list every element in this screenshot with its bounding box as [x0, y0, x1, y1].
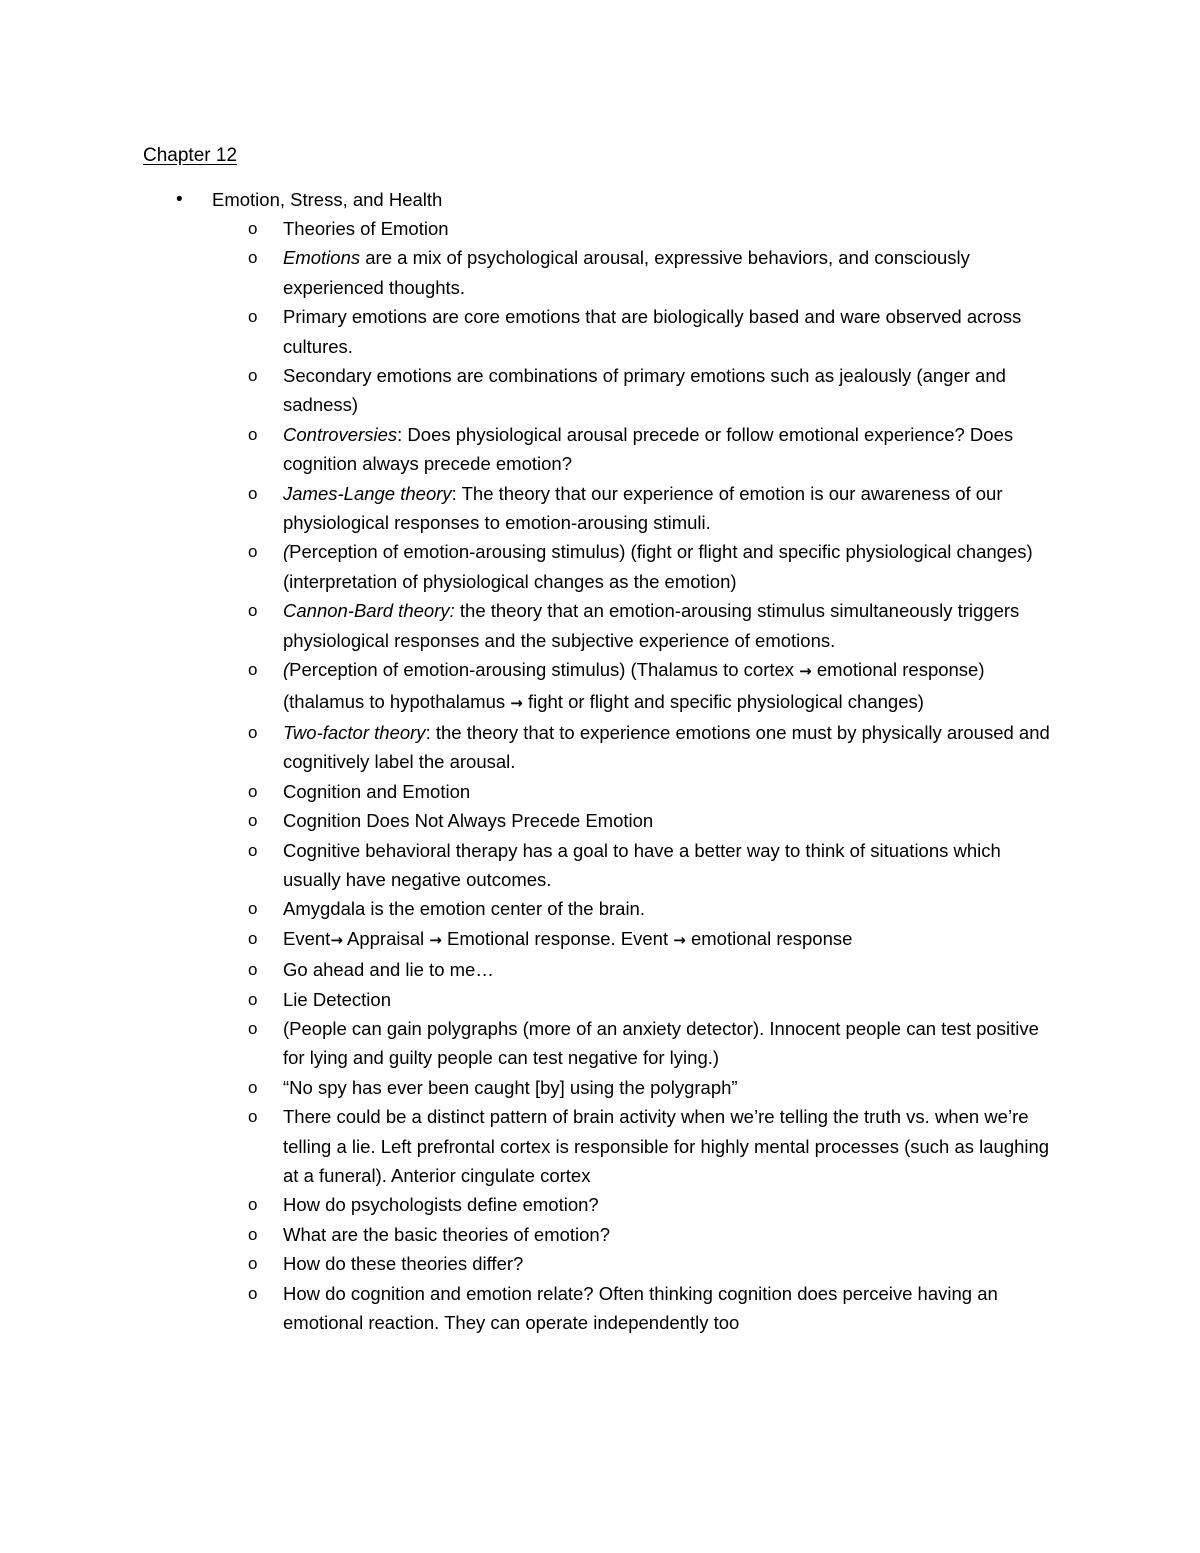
sub-bullet-marker: o — [248, 1107, 258, 1127]
text-segment: are a mix of psychological arousal, expressive behaviors, and consciously experienced thoughts. — [283, 247, 970, 298]
sub-bullet-marker: o — [248, 1195, 258, 1215]
italic-term: Cannon-Bard theory: — [283, 600, 455, 622]
sub-bullet-marker: o — [248, 811, 258, 831]
sub-bullet-text — [283, 989, 391, 1010]
sub-bullet-text — [283, 659, 985, 711]
text-segment: Primary emotions are core emotions that are biologically based and ware observed across cultures. — [283, 306, 1022, 357]
top-bullet-item — [0, 187, 1200, 213]
italic-term: Controversies — [283, 423, 398, 445]
sub-bullet-text — [283, 1077, 738, 1098]
sub-bullet-text — [283, 1106, 1049, 1186]
sub-bullet-item — [0, 777, 1063, 806]
sub-bullet-item — [0, 955, 1063, 984]
sub-bullet-item — [0, 1279, 1063, 1338]
text-segment: Perception of emotion-arousing stimulus) (fight or flight and specific physiological changes) (interpretation of physiological changes as the emotion) — [283, 541, 1033, 592]
sub-bullet-item — [0, 718, 1063, 777]
sub-bullet-marker: o — [248, 722, 258, 742]
italic-term: Two-factor theory — [283, 721, 426, 743]
sub-bullet-marker: o — [248, 840, 258, 860]
right-arrow-icon: → — [799, 662, 812, 681]
right-arrow-icon: → — [510, 693, 523, 712]
sub-bullet-list — [0, 214, 1200, 1337]
sub-bullet-text — [283, 840, 1001, 890]
text-segment: Emotional response. Event — [441, 927, 674, 949]
sub-bullet-text — [283, 1283, 998, 1333]
sub-bullet-marker: o — [248, 424, 258, 444]
italic-term: James-Lange theory — [283, 482, 452, 504]
sub-bullet-marker: o — [248, 366, 258, 386]
text-segment: Theories of Emotion — [283, 218, 449, 239]
text-segment: How do these theories differ? — [283, 1253, 524, 1275]
sub-bullet-marker: o — [248, 1254, 258, 1274]
sub-bullet-marker: o — [248, 989, 258, 1009]
text-segment: Amygdala is the emotion center of the brain. — [283, 898, 645, 920]
sub-bullet-item — [0, 214, 1063, 243]
sub-bullet-item — [0, 836, 1063, 895]
sub-bullet-text — [283, 483, 1003, 533]
sub-bullet-text — [283, 928, 852, 949]
sub-bullet-item — [0, 302, 1063, 361]
text-segment: Appraisal — [342, 927, 430, 949]
sub-bullet-marker: o — [248, 542, 258, 562]
sub-bullet-marker: o — [248, 1283, 258, 1303]
sub-bullet-marker: o — [248, 660, 258, 680]
sub-bullet-item — [0, 537, 1063, 596]
sub-bullet-text — [283, 424, 1013, 474]
italic-term: ( — [283, 541, 290, 563]
right-arrow-icon: → — [429, 930, 442, 949]
sub-bullet-item — [0, 894, 1063, 923]
text-segment: Cognition and Emotion — [283, 780, 471, 802]
sub-bullet-item — [0, 1190, 1063, 1219]
text-segment: fight or flight and specific physiological changes) — [522, 690, 924, 712]
sub-bullet-text — [283, 1018, 1039, 1068]
text-segment: Perception of emotion-arousing stimulus) (Thalamus to cortex — [289, 659, 800, 681]
sub-bullet-marker: o — [248, 781, 258, 801]
sub-bullet-text — [283, 218, 449, 239]
sub-bullet-text — [283, 365, 1006, 415]
text-segment: How do cognition and emotion relate? Often thinking cognition does perceive having an emotional reaction. They can operate independently too — [283, 1282, 998, 1334]
sub-bullet-marker: o — [248, 1018, 258, 1038]
text-segment: There could be a distinct pattern of brain activity when we’re telling the truth vs. when we’re telling a lie. Left prefrontal cortex is responsible for highly mental processes (such as laughing at a funeral). Anterior cingulate cortex — [283, 1106, 1050, 1186]
text-segment: Lie Detection — [283, 988, 391, 1010]
italic-term: ( — [283, 659, 290, 681]
sub-bullet-item — [0, 806, 1063, 835]
sub-bullet-marker: o — [248, 219, 258, 238]
text-segment: “No spy has ever been caught [by] using the polygraph” — [283, 1076, 738, 1098]
sub-bullet-text — [283, 541, 1033, 591]
sub-bullet-marker: o — [248, 601, 258, 621]
sub-bullet-item — [0, 243, 1063, 302]
sub-bullet-text — [283, 781, 470, 802]
text-segment: : The theory that our experience of emotion is our awareness of our physiological responses to emotion-arousing stimuli. — [283, 482, 1003, 534]
sub-bullet-text — [283, 1253, 523, 1274]
sub-bullet-item — [0, 1014, 1063, 1073]
text-segment: How do psychologists define emotion? — [283, 1194, 599, 1216]
text-segment: Cognition Does Not Always Precede Emotion — [283, 810, 654, 832]
sub-bullet-text — [283, 898, 645, 919]
sub-bullet-item — [0, 655, 1063, 718]
sub-bullet-text — [283, 247, 970, 297]
sub-bullet-item — [0, 1102, 1063, 1190]
sub-bullet-text — [283, 1224, 610, 1245]
sub-bullet-text — [283, 810, 653, 831]
text-segment: emotional response — [685, 927, 853, 949]
sub-bullet-text — [283, 306, 1021, 356]
sub-bullet-item — [0, 924, 1063, 955]
sub-bullet-text — [283, 959, 494, 980]
text-segment: Secondary emotions are combinations of primary emotions such as jealously (anger and sadness) — [283, 365, 1006, 416]
sub-bullet-text — [283, 600, 1019, 650]
sub-bullet-marker: o — [248, 960, 258, 980]
text-segment: (People can gain polygraphs (more of an anxiety detector). Innocent people can test positive for lying and guilty people can test negative for lying.) — [283, 1017, 1039, 1069]
italic-term: Emotions — [283, 247, 361, 269]
sub-bullet-marker: o — [248, 248, 258, 268]
sub-bullet-marker: o — [248, 899, 258, 919]
sub-bullet-text — [283, 722, 1050, 772]
sub-bullet-item — [0, 1249, 1063, 1278]
text-segment: Cognitive behavioral therapy has a goal to have a better way to think of situations which usually have negative outcomes. — [283, 839, 1001, 890]
right-arrow-icon: → — [673, 930, 686, 949]
bullet-marker: • — [176, 189, 183, 210]
sub-bullet-marker: o — [248, 1077, 258, 1097]
sub-bullet-item — [0, 420, 1063, 479]
chapter-heading: Chapter 12 — [143, 145, 238, 166]
sub-bullet-marker: o — [248, 483, 258, 503]
text-segment: Go ahead and lie to me… — [283, 959, 494, 981]
sub-bullet-item — [0, 1220, 1063, 1249]
sub-bullet-item — [0, 985, 1063, 1014]
sub-bullet-item — [0, 361, 1063, 420]
text-segment: emotional response) (thalamus to hypothalamus — [283, 659, 985, 712]
sub-bullet-item — [0, 479, 1063, 538]
text-segment: : the theory that to experience emotions one must by physically aroused and cognitively label the arousal. — [283, 721, 1050, 773]
text-segment: Event — [283, 927, 331, 949]
sub-bullet-marker: o — [248, 1224, 258, 1244]
text-segment: the theory that an emotion-arousing stimulus simultaneously triggers physiological responses and the subjective experience of emotions. — [283, 600, 1020, 651]
right-arrow-icon: → — [330, 930, 343, 949]
sub-bullet-marker: o — [248, 928, 258, 948]
top-bullet-text: Emotion, Stress, and Health — [212, 189, 443, 210]
text-segment: : Does physiological arousal precede or follow emotional experience? Does cognition always precede emotion? — [283, 423, 1014, 475]
sub-bullet-marker: o — [248, 307, 258, 327]
text-segment: What are the basic theories of emotion? — [283, 1223, 611, 1245]
sub-bullet-item — [0, 596, 1063, 655]
sub-bullet-text — [283, 1194, 599, 1215]
sub-bullet-item — [0, 1073, 1063, 1102]
